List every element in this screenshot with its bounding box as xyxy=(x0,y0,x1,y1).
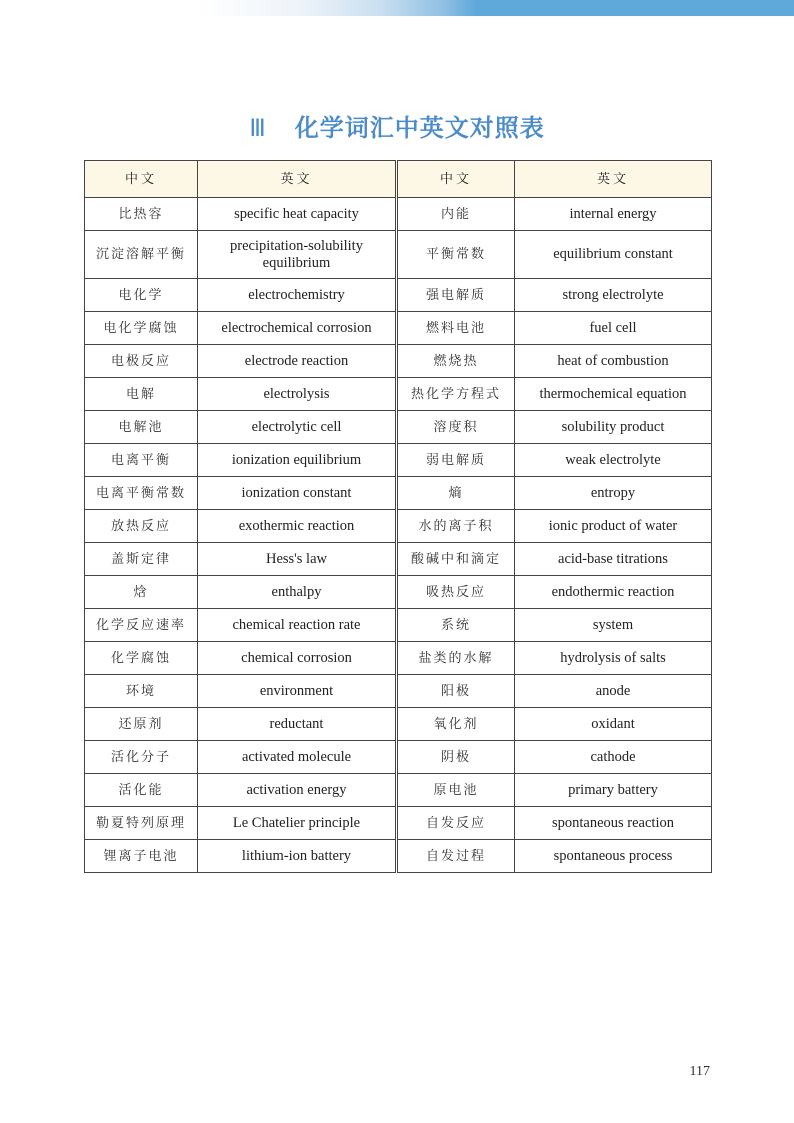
term-english: electrochemical corrosion xyxy=(198,312,397,345)
table-row xyxy=(85,675,712,708)
vocabulary-table xyxy=(84,160,712,873)
term-english: Le Chatelier principle xyxy=(198,807,397,840)
term-chinese: 原电池 xyxy=(397,774,515,807)
term-english: strong electrolyte xyxy=(515,279,712,312)
page-number: 117 xyxy=(689,1064,710,1079)
term-english: fuel cell xyxy=(515,312,712,345)
table-row xyxy=(85,411,712,444)
table-row xyxy=(85,840,712,873)
column-header-english: 英文 xyxy=(515,161,712,198)
table-row xyxy=(85,609,712,642)
term-english: lithium-ion battery xyxy=(198,840,397,873)
term-english: solubility product xyxy=(515,411,712,444)
term-chinese: 活化分子 xyxy=(85,741,198,774)
term-english: endothermic reaction xyxy=(515,576,712,609)
table-row xyxy=(85,543,712,576)
title-text: 化学词汇中英文对照表 xyxy=(294,114,545,142)
table-row xyxy=(85,345,712,378)
term-chinese: 熵 xyxy=(397,477,515,510)
term-chinese: 自发反应 xyxy=(397,807,515,840)
table-row xyxy=(85,510,712,543)
term-english: reductant xyxy=(198,708,397,741)
table-row xyxy=(85,741,712,774)
term-chinese: 内能 xyxy=(397,198,515,231)
term-chinese: 电极反应 xyxy=(85,345,198,378)
term-english: electrolysis xyxy=(198,378,397,411)
term-chinese: 电化学 xyxy=(85,279,198,312)
term-chinese: 焓 xyxy=(85,576,198,609)
term-chinese: 吸热反应 xyxy=(397,576,515,609)
term-chinese: 勒夏特列原理 xyxy=(85,807,198,840)
term-english: primary battery xyxy=(515,774,712,807)
term-chinese: 平衡常数 xyxy=(397,231,515,279)
term-chinese: 放热反应 xyxy=(85,510,198,543)
term-chinese: 沉淀溶解平衡 xyxy=(85,231,198,279)
term-chinese: 系统 xyxy=(397,609,515,642)
term-english: equilibrium constant xyxy=(515,231,712,279)
term-chinese: 热化学方程式 xyxy=(397,378,515,411)
term-chinese: 化学反应速率 xyxy=(85,609,198,642)
term-english: environment xyxy=(198,675,397,708)
term-english: chemical reaction rate xyxy=(198,609,397,642)
table-row xyxy=(85,231,712,279)
term-english: weak electrolyte xyxy=(515,444,712,477)
term-english: acid-base titrations xyxy=(515,543,712,576)
term-english: internal energy xyxy=(515,198,712,231)
table-row xyxy=(85,279,712,312)
term-english: entropy xyxy=(515,477,712,510)
table-row xyxy=(85,198,712,231)
term-chinese: 活化能 xyxy=(85,774,198,807)
term-english: precipitation-solubility equilibrium xyxy=(198,231,397,279)
term-english: oxidant xyxy=(515,708,712,741)
term-chinese: 还原剂 xyxy=(85,708,198,741)
term-chinese: 化学腐蚀 xyxy=(85,642,198,675)
column-header-chinese: 中文 xyxy=(85,161,198,198)
table-row xyxy=(85,708,712,741)
term-english: hydrolysis of salts xyxy=(515,642,712,675)
term-chinese: 电离平衡 xyxy=(85,444,198,477)
term-english: electrode reaction xyxy=(198,345,397,378)
term-english: thermochemical equation xyxy=(515,378,712,411)
term-chinese: 环境 xyxy=(85,675,198,708)
table-row xyxy=(85,576,712,609)
term-chinese: 阳极 xyxy=(397,675,515,708)
term-english: spontaneous process xyxy=(515,840,712,873)
term-chinese: 水的离子积 xyxy=(397,510,515,543)
term-chinese: 燃料电池 xyxy=(397,312,515,345)
table-row xyxy=(85,774,712,807)
term-chinese: 氧化剂 xyxy=(397,708,515,741)
term-chinese: 自发过程 xyxy=(397,840,515,873)
term-chinese: 溶度积 xyxy=(397,411,515,444)
column-header-english: 英文 xyxy=(198,161,397,198)
term-chinese: 燃烧热 xyxy=(397,345,515,378)
term-english: heat of combustion xyxy=(515,345,712,378)
term-english: activated molecule xyxy=(198,741,397,774)
term-chinese: 盖斯定律 xyxy=(85,543,198,576)
term-english: chemical corrosion xyxy=(198,642,397,675)
term-english: spontaneous reaction xyxy=(515,807,712,840)
term-chinese: 阴极 xyxy=(397,741,515,774)
term-chinese: 锂离子电池 xyxy=(85,840,198,873)
term-english: ionization constant xyxy=(198,477,397,510)
table-row xyxy=(85,642,712,675)
term-english: activation energy xyxy=(198,774,397,807)
term-english: exothermic reaction xyxy=(198,510,397,543)
table-row xyxy=(85,477,712,510)
term-chinese: 电离平衡常数 xyxy=(85,477,198,510)
term-chinese: 电解池 xyxy=(85,411,198,444)
table-row xyxy=(85,312,712,345)
term-english: anode xyxy=(515,675,712,708)
term-chinese: 电解 xyxy=(85,378,198,411)
term-chinese: 强电解质 xyxy=(397,279,515,312)
term-english: electrolytic cell xyxy=(198,411,397,444)
table-row xyxy=(85,378,712,411)
term-english: ionic product of water xyxy=(515,510,712,543)
table-header-row xyxy=(85,161,712,198)
term-english: Hess's law xyxy=(198,543,397,576)
term-english: ionization equilibrium xyxy=(198,444,397,477)
header-gradient-bar xyxy=(0,0,794,16)
term-chinese: 比热容 xyxy=(85,198,198,231)
section-numeral: Ⅲ xyxy=(249,116,267,142)
term-chinese: 盐类的水解 xyxy=(397,642,515,675)
term-english: system xyxy=(515,609,712,642)
term-chinese: 弱电解质 xyxy=(397,444,515,477)
table-row xyxy=(85,444,712,477)
column-header-chinese: 中文 xyxy=(397,161,515,198)
term-english: specific heat capacity xyxy=(198,198,397,231)
term-chinese: 酸碱中和滴定 xyxy=(397,543,515,576)
term-english: electrochemistry xyxy=(198,279,397,312)
term-chinese: 电化学腐蚀 xyxy=(85,312,198,345)
term-english: enthalpy xyxy=(198,576,397,609)
term-english: cathode xyxy=(515,741,712,774)
table-row xyxy=(85,807,712,840)
page-title xyxy=(0,108,794,143)
